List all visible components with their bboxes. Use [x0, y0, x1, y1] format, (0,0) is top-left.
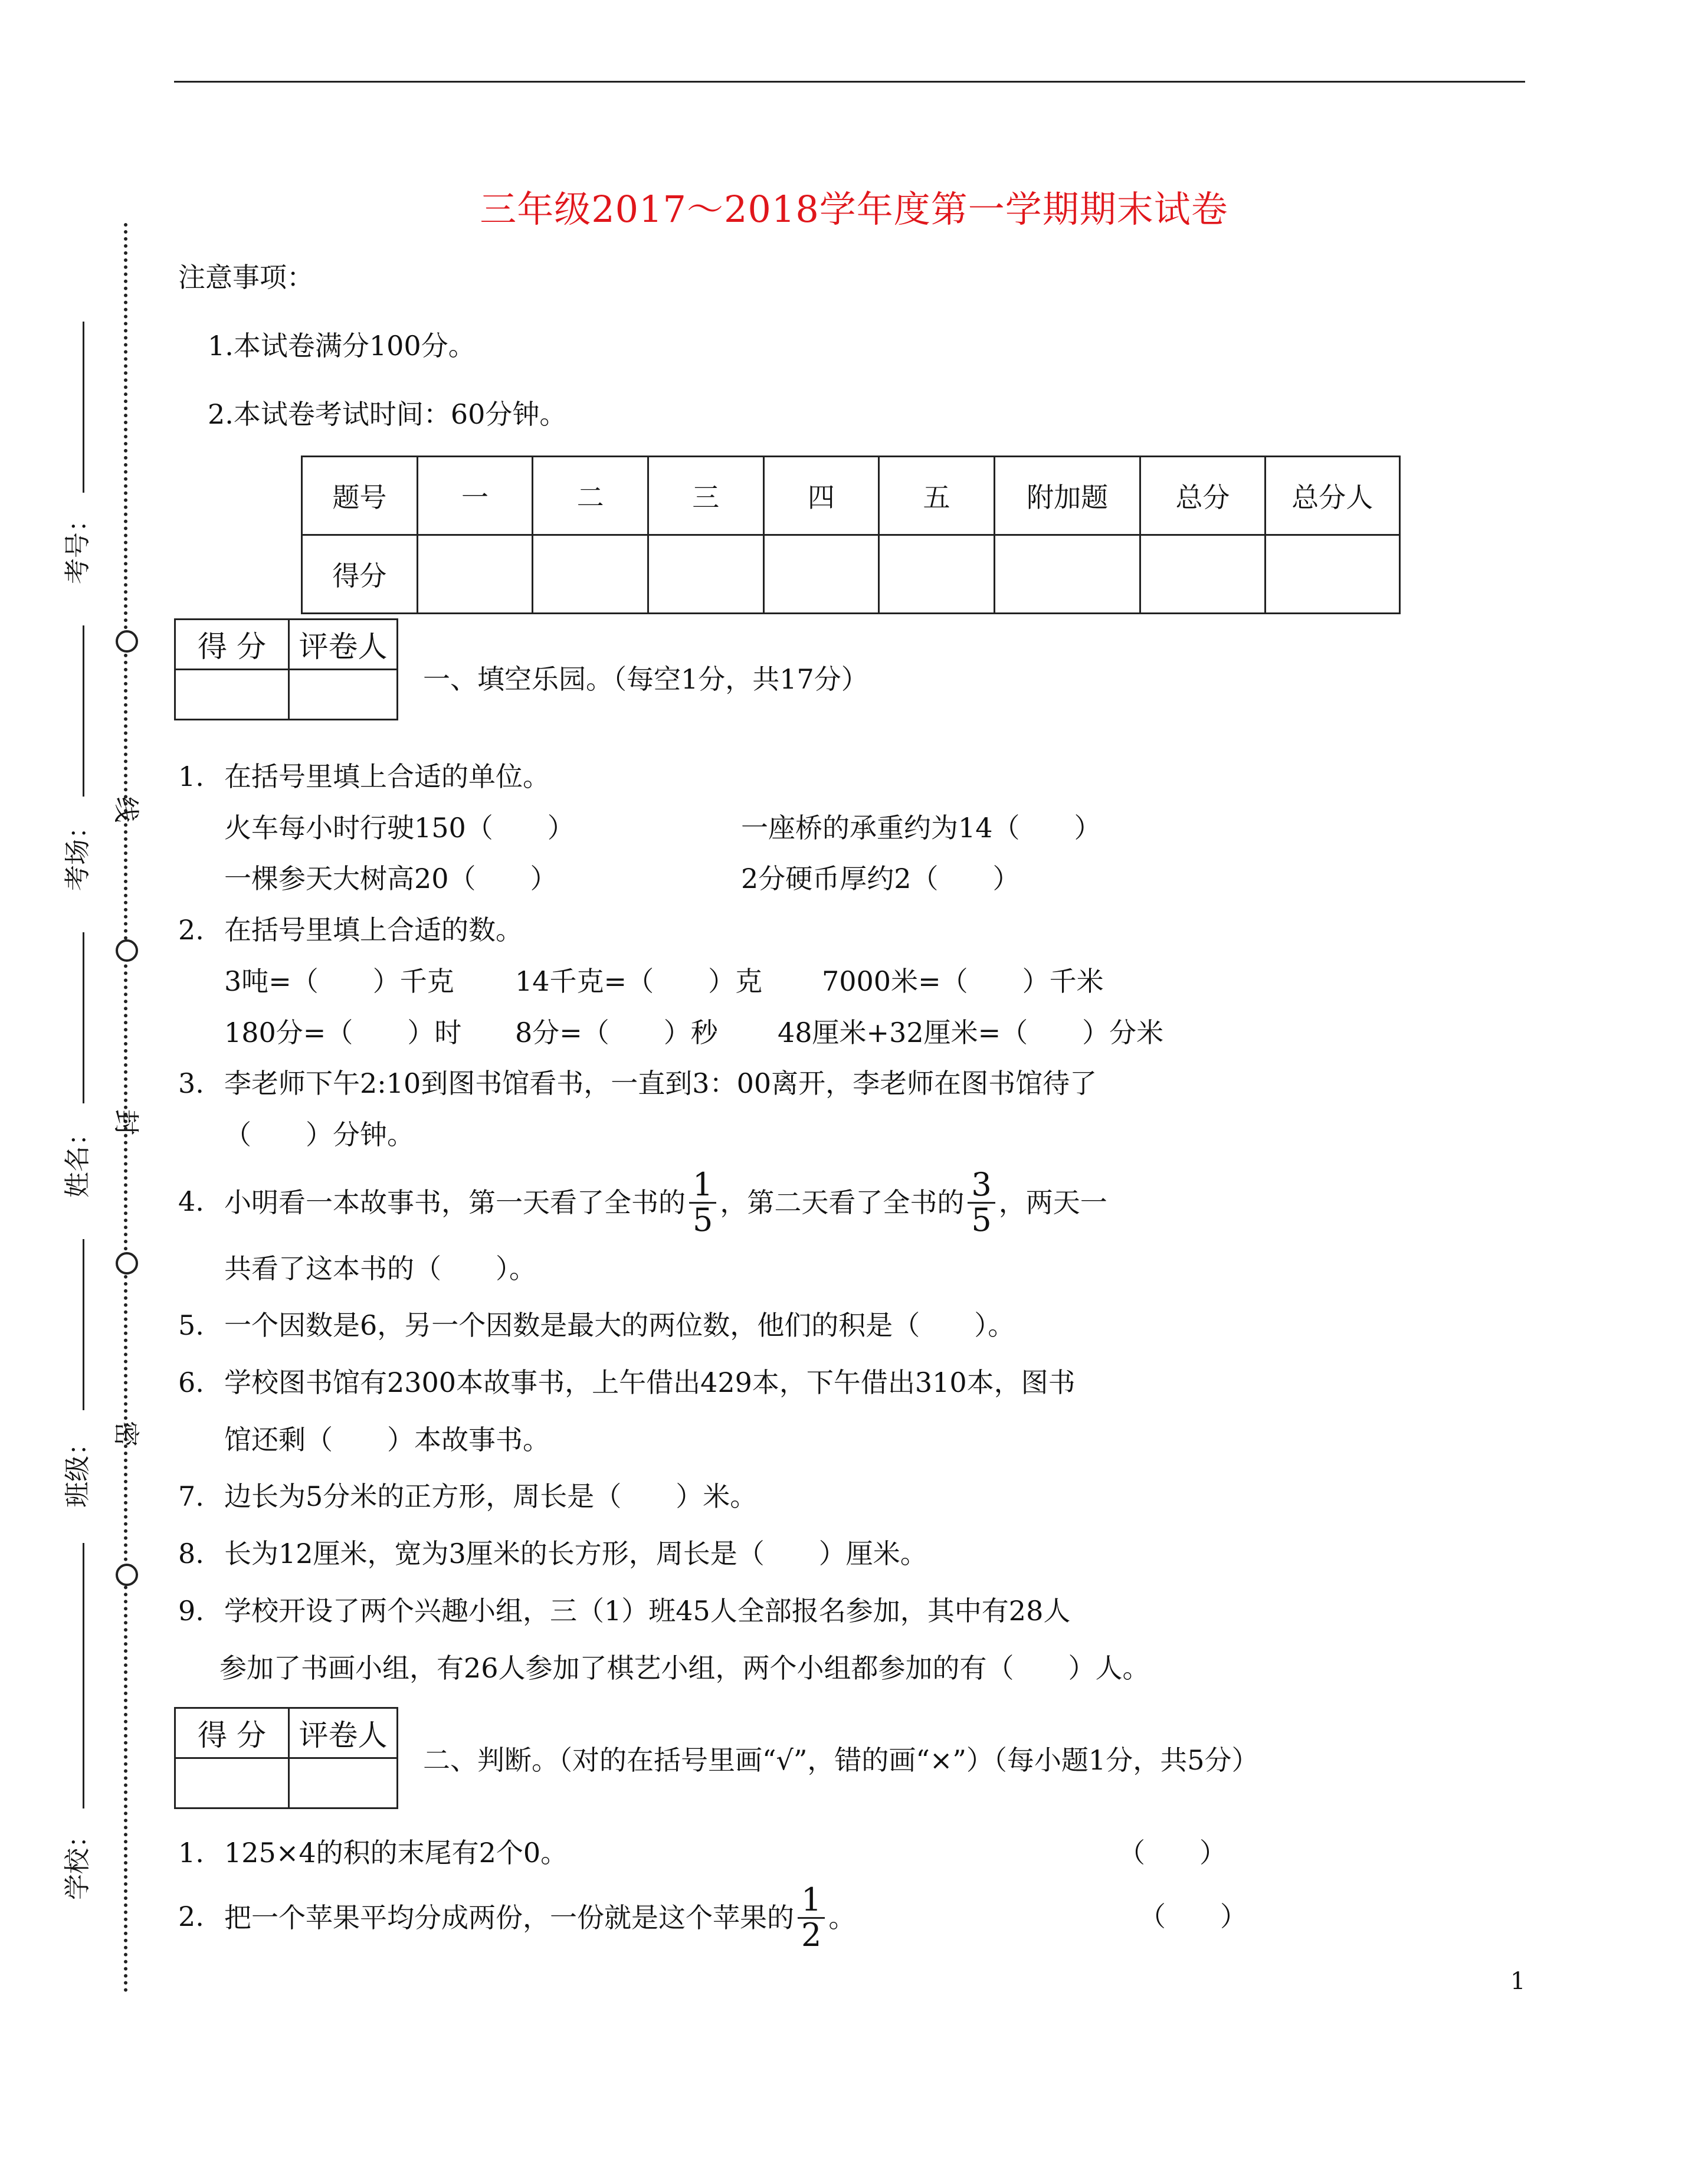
score-header-cell: 题号 [302, 457, 418, 535]
score-table-score-row [302, 535, 1400, 614]
name-field[interactable] [83, 932, 84, 1103]
binding-hole-mark [116, 939, 138, 962]
answer-blank[interactable]: （ ） [1118, 1837, 1227, 1869]
fraction-denominator: 5 [693, 1201, 713, 1239]
score-header-cell: 附加题 [994, 457, 1140, 535]
label-class: 班级： [63, 1430, 93, 1508]
q7-text: 边长为5分米的正方形，周长是（ ）米。 [224, 1480, 758, 1512]
q8-text: 长为12厘米，宽为3厘米的长方形，周长是（ ）厘米。 [224, 1538, 927, 1570]
q-number: 6. [178, 1367, 204, 1398]
score-cell[interactable] [763, 535, 879, 614]
binding-dotted-line [124, 223, 127, 1993]
grader-score-label: 得 分 [175, 620, 289, 670]
section1-heading: 一、填空乐园。（每空1分，共17分） [423, 663, 868, 695]
q4-text-cont: 共看了这本书的（ ）。 [224, 1253, 536, 1285]
score-header-cell: 三 [648, 457, 763, 535]
q1-text: 在括号里填上合适的单位。 [224, 761, 550, 792]
exam-title: 三年级2017～2018学年度第一学期期末试卷 [480, 188, 1228, 231]
q9-text-cont: 参加了书画小组，有26人参加了棋艺小组，两个小组都参加的有（ ）人。 [219, 1652, 1150, 1684]
score-row-label: 得分 [302, 535, 418, 614]
label-exam-room: 考场： [63, 813, 93, 891]
fraction-numerator: 1 [798, 1883, 825, 1919]
score-cell[interactable] [1265, 535, 1399, 614]
note-item: 1.本试卷满分100分。 [208, 330, 476, 362]
judge-q2-text [224, 1876, 855, 1959]
note-item: 2.本试卷考试时间：60分钟。 [208, 398, 567, 430]
fraction-numerator: 3 [968, 1168, 995, 1204]
q2-item: 180分=（ ）时 [224, 1017, 462, 1049]
q-number: 1. [178, 1837, 204, 1869]
q9-text: 学校开设了两个兴趣小组，三（1）班45人全部报名参加，其中有28人 [224, 1595, 1071, 1627]
q6-text: 学校图书馆有2300本故事书，上午借出429本，下午借出310本，图书 [224, 1367, 1076, 1398]
score-cell[interactable] [648, 535, 763, 614]
q2-item: 48厘米+32厘米=（ ）分米 [778, 1017, 1164, 1049]
score-cell[interactable] [994, 535, 1140, 614]
grader-score-label: 得 分 [175, 1708, 289, 1758]
score-header-cell: 一 [417, 457, 533, 535]
header-rule [174, 81, 1525, 83]
q1-item: 2分硬币厚约2（ ） [741, 863, 1020, 895]
section2-heading: 二、判断。（对的在括号里画“√”，错的画“×”）（每小题1分，共5分） [423, 1744, 1259, 1776]
score-header-cell: 四 [763, 457, 879, 535]
exam-room-field[interactable] [83, 625, 84, 797]
score-header-cell: 总分 [1140, 457, 1265, 535]
label-exam-number: 考号： [63, 506, 93, 584]
score-cell[interactable] [1140, 535, 1265, 614]
q2-item: 3吨=（ ）千克 [224, 965, 454, 997]
q4-part1: 小明看一本故事书，第一天看了全书的 [224, 1187, 686, 1218]
q2-item: 7000米=（ ）千米 [822, 965, 1104, 997]
q2-item: 8分=（ ）秒 [515, 1017, 718, 1049]
score-header-cell: 总分人 [1265, 457, 1399, 535]
score-table-header-row [302, 457, 1400, 535]
q-number: 1. [178, 761, 204, 792]
grader-score-cell[interactable] [175, 670, 289, 720]
label-school: 学校： [63, 1822, 93, 1900]
fraction [798, 1880, 825, 1954]
q-number: 3. [178, 1067, 204, 1099]
binding-hole-mark [116, 1252, 138, 1274]
q3-text: 李老师下午2:10到图书馆看书，一直到3：00离开，李老师在图书馆待了 [224, 1067, 1097, 1099]
judge-q1-text: 125×4的积的末尾有2个0。 [224, 1837, 568, 1869]
label-name: 姓名： [63, 1120, 93, 1198]
grader-box [174, 618, 398, 720]
class-field[interactable] [83, 1239, 84, 1410]
seal-char-xian: 线 [111, 797, 141, 823]
fraction-denominator: 5 [971, 1201, 992, 1239]
score-cell[interactable] [533, 535, 648, 614]
score-table [301, 456, 1401, 614]
q1-item: 火车每小时行驶150（ ） [224, 812, 575, 844]
q4-part2: ，第二天看了全书的 [720, 1187, 965, 1218]
q5-text: 一个因数是6，另一个因数是最大的两位数，他们的积是（ ）。 [224, 1309, 1015, 1341]
q-number: 7. [178, 1480, 204, 1512]
grader-name-cell[interactable] [289, 1758, 398, 1808]
q2-text: 在括号里填上合适的数。 [224, 914, 523, 946]
q6-text-cont: 馆还剩（ ）本故事书。 [224, 1424, 550, 1456]
answer-blank[interactable]: （ ） [1139, 1901, 1247, 1932]
q-number: 2. [178, 914, 204, 946]
q-number: 8. [178, 1538, 204, 1570]
fraction-numerator: 1 [689, 1168, 716, 1204]
notes-heading: 注意事项： [178, 261, 314, 293]
exam-number-field[interactable] [83, 322, 84, 493]
seal-char-mi: 密 [111, 1421, 141, 1447]
q4-text [224, 1161, 1107, 1244]
seal-char-feng: 封 [111, 1109, 141, 1135]
fraction-denominator: 2 [801, 1916, 822, 1954]
grader-name-cell[interactable] [289, 670, 398, 720]
q-number: 2. [178, 1901, 204, 1932]
q2-item: 14千克=（ ）克 [515, 965, 763, 997]
q1-item: 一棵参天大树高20（ ） [224, 863, 558, 895]
judge-q2-tail: 。 [828, 1902, 856, 1934]
school-field[interactable] [83, 1543, 84, 1808]
score-header-cell: 五 [879, 457, 995, 535]
score-cell[interactable] [879, 535, 995, 614]
grader-name-label: 评卷人 [289, 620, 398, 670]
grader-box [174, 1707, 398, 1809]
q1-item: 一座桥的承重约为14（ ） [741, 812, 1101, 844]
grader-name-label: 评卷人 [289, 1708, 398, 1758]
grader-score-cell[interactable] [175, 1758, 289, 1808]
binding-hole-mark [116, 1564, 138, 1586]
q-number: 5. [178, 1309, 204, 1341]
q3-text-cont: （ ）分钟。 [224, 1119, 414, 1151]
q-number: 4. [178, 1185, 204, 1217]
score-header-cell: 二 [533, 457, 648, 535]
fraction [689, 1165, 716, 1239]
judge-q2-part: 把一个苹果平均分成两份，一份就是这个苹果的 [224, 1902, 794, 1934]
page-number: 1 [1510, 1968, 1526, 1995]
q4-part3: ，两天一 [998, 1187, 1107, 1218]
binding-hole-mark [116, 630, 138, 653]
fraction [968, 1165, 995, 1239]
q-number: 9. [178, 1595, 204, 1627]
score-cell[interactable] [417, 535, 533, 614]
